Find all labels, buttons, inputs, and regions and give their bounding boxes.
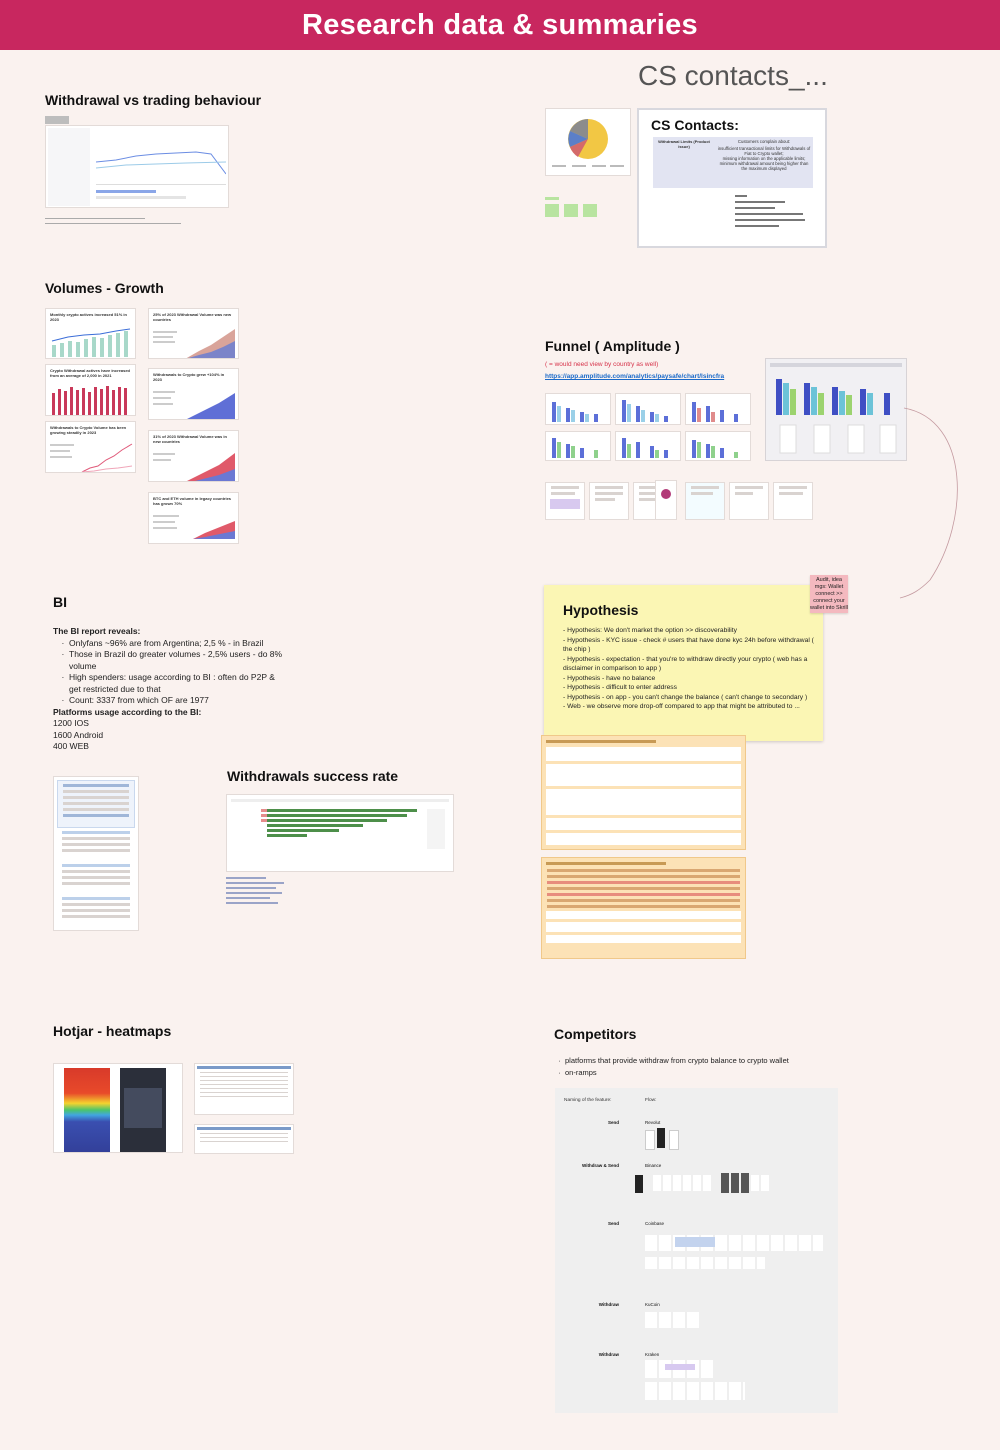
- cs-notes-lines: [735, 195, 805, 240]
- product-analytics-notes[interactable]: [541, 857, 746, 959]
- competitor-name: Coinbase: [645, 1221, 665, 1226]
- meeting-notes-card[interactable]: [541, 735, 746, 850]
- divider: [45, 218, 145, 219]
- funnel-screen-flows: [545, 480, 825, 522]
- green-tag: [564, 204, 578, 217]
- area-chart: [149, 325, 238, 359]
- competitors-board[interactable]: Naming of the feature: Flow: Send Revolut Withdraw & Send Binance Send Coinbase Withdraw KuCoin Withdraw Kraken: [555, 1088, 838, 1413]
- funnel-note: ( = would need view by country as well): [545, 361, 659, 368]
- pie-chart: [546, 109, 630, 175]
- line-chart: [46, 438, 135, 473]
- section-title-funnel: Funnel ( Amplitude ): [545, 338, 680, 354]
- section-title-bi: BI: [53, 594, 67, 610]
- feature-label: Send: [607, 1120, 619, 1125]
- section-title-withdrawal-trading: Withdrawal vs trading behaviour: [45, 92, 262, 108]
- cs-pie-chart[interactable]: [545, 108, 631, 176]
- amplitude-link[interactable]: https://app.amplitude.com/analytics/paysafe/chart/lsincfra: [545, 373, 725, 380]
- chart-card-new-countries-31[interactable]: 31% of 2023 Withdrawal Volume was in new countries: [148, 430, 239, 482]
- kraken-flow: [645, 1360, 745, 1404]
- competitors-bullets: · platforms that provide withdraw from crypto balance to crypto wallet · on-ramps: [549, 1055, 789, 1078]
- revolut-flow: [645, 1128, 681, 1152]
- area-chart: [149, 509, 238, 544]
- board-header: Research data & summaries: [0, 0, 1000, 50]
- cs-contacts-card-title: CS Contacts:: [651, 117, 739, 133]
- kucoin-flow: [645, 1312, 699, 1328]
- chart-card-withdrawal-volume[interactable]: Withdrawals to Crypto Volume has been growing steadily in 2023: [45, 421, 136, 473]
- hotjar-table-b[interactable]: [194, 1124, 294, 1154]
- section-title-competitors: Competitors: [554, 1026, 637, 1042]
- area-chart: [149, 447, 238, 482]
- area-chart: [149, 385, 238, 420]
- chart-card-withdrawals-grew[interactable]: Withdrawals to Crypto grew +104% in 2023: [148, 368, 239, 420]
- feature-label: Withdraw: [598, 1302, 619, 1307]
- combo-chart: [46, 325, 135, 359]
- feature-label: Withdraw: [598, 1352, 619, 1357]
- complaints: Customers complain about: insufficient transactional limits for Withdrawals of Fiat to Crypto wallet; missing information on the applicable limits; minimum withdrawal amount being higher than the maximum displayed: [717, 139, 811, 171]
- hypothesis-sticky[interactable]: [544, 585, 823, 741]
- withdrawal-trading-dashboard[interactable]: [45, 125, 229, 208]
- coinbase-flow: [645, 1231, 823, 1271]
- funnel-chart[interactable]: [545, 431, 611, 461]
- green-tag: [583, 204, 597, 217]
- feature-label: Withdraw & Send: [582, 1163, 619, 1168]
- competitor-name: Kraken: [645, 1352, 660, 1357]
- funnel-chart[interactable]: [615, 393, 681, 425]
- competitor-name: Binance: [645, 1163, 662, 1168]
- cs-contacts-card[interactable]: [637, 108, 827, 248]
- bi-report-tables[interactable]: [53, 776, 139, 931]
- bi-summary: The BI report reveals: · Onlyfans ~96% are from Argentina; 2,5 % - in Brazil · Those in Brazil do greater volumes - 2,5% users - do 8% volume · High spenders: usage according to BI : often do P2P & get restricted due to that · Count: 3337 from which OF are 1977 Platforms usage according to the BI: 1200 IOS 1600 Android 400 WEB: [53, 626, 283, 753]
- green-tag: [545, 204, 559, 217]
- funnel-thumbnails: [545, 393, 755, 465]
- chart-card-new-countries[interactable]: 25% of 2023 Withdrawal Volume was new countries: [148, 308, 239, 359]
- feature-label: Send: [607, 1221, 619, 1226]
- cs-contacts-table: [653, 137, 813, 188]
- hypothesis-list: - Hypothesis: We don't market the option >> discoverability - Hypothesis - KYC issue - check # users that have done kyc 24h before withdrawal ( the chip ) - Hypothesis - expectation - that you're to withdraw directly your crypto ( web has a disclaimer in comparison to app ) - Hypothesis - have no balance - Hypothesis - difficult to enter address - Hypothesis - on app - you can't change the balance ( can't change to secondary ) - Web - we observe more drop-off compared to app that might be attributed to ...: [563, 627, 814, 710]
- heatmap-screenshots[interactable]: [53, 1063, 183, 1153]
- cs-contacts-frame-title: CS contacts_...: [638, 60, 828, 91]
- section-title-volumes-growth: Volumes - Growth: [45, 280, 164, 296]
- legend-swatch: [545, 197, 559, 200]
- hotjar-table-a[interactable]: [194, 1063, 294, 1115]
- label-chip: [45, 116, 69, 124]
- binance-flow: [635, 1173, 770, 1195]
- withdrawals-success-chart[interactable]: [226, 794, 454, 872]
- row-label: Withdrawal Limits (Product issue): [658, 139, 710, 149]
- hypothesis-title: Hypothesis: [563, 602, 639, 618]
- funnel-chart[interactable]: [685, 431, 751, 461]
- horizontal-bar-chart: [227, 795, 453, 871]
- funnel-chart[interactable]: [545, 393, 611, 425]
- bar-chart: [46, 381, 135, 416]
- chart-card-monthly-actives[interactable]: Monthly crypto actives increased 51% in 2023: [45, 308, 136, 359]
- competitor-name: Revolut: [645, 1120, 661, 1125]
- section-title-withdrawals-success: Withdrawals success rate: [227, 768, 399, 784]
- section-title-hotjar: Hotjar - heatmaps: [53, 1023, 172, 1039]
- trend-line-chart: [96, 134, 226, 184]
- chart-card-withdrawal-actives[interactable]: Crypto Withdrawal actives have increased from an average of 2,000 in 2021: [45, 364, 136, 416]
- chart-card-btc-eth[interactable]: BTC and ETH volume in legacy countries has grown 70%: [148, 492, 239, 544]
- funnel-chart[interactable]: [615, 431, 681, 461]
- competitor-name: KuCoin: [645, 1302, 660, 1307]
- divider: [45, 223, 181, 224]
- funnel-chart[interactable]: [685, 393, 751, 425]
- success-rate-notes: [226, 877, 286, 917]
- idea-sticky-note[interactable]: Audit, idea mgs: Wallet connect >> connect your wallet into Skrill: [810, 577, 848, 611]
- connector-line: [860, 400, 970, 600]
